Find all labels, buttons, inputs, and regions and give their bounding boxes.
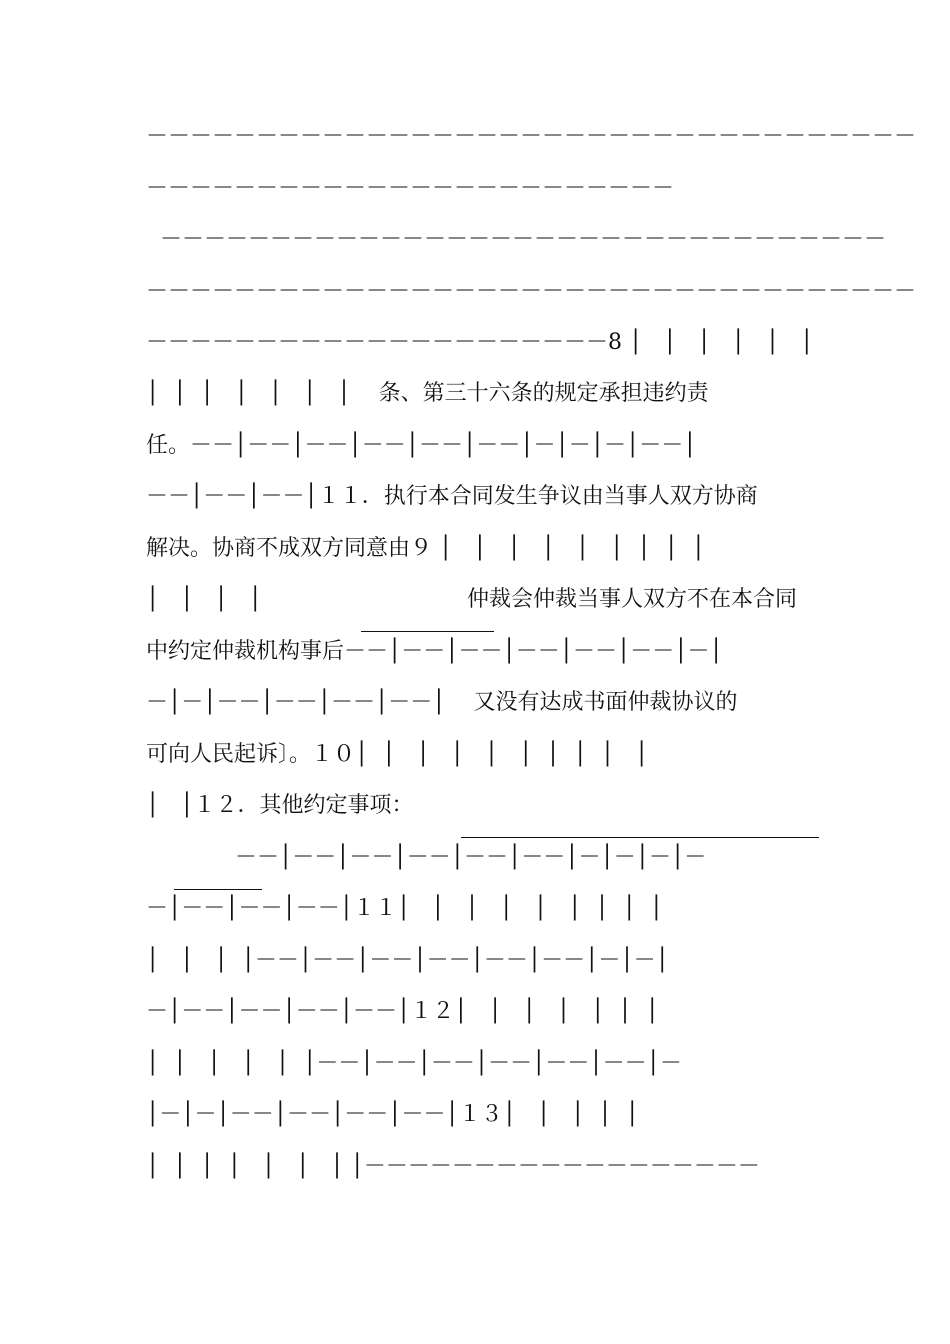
text-line-17: │ │ │ │－－│－－│－－│－－│－－│－－│－│－│ bbox=[146, 948, 669, 973]
text-line-5: －－－－－－－－－－－－－－－－－－－－－8 │ │ │ │ │ │ bbox=[146, 330, 814, 355]
other-terms-fill-line-2 bbox=[174, 888, 262, 890]
text-line-18: －│－－│－－│－－│－－│１２│ │ │ │ │ │ │ bbox=[146, 999, 659, 1024]
text-line-4: －－－－－－－－－－－－－－－－－－－－－－－－－－－－－－－－－－－ bbox=[146, 279, 917, 304]
text-line-10-end: 仲裁会仲裁当事人双方不在本合同 bbox=[467, 587, 798, 612]
text-line-7: 任。－－│－－│－－│－－│－－│－－│－│－│－│－－│ bbox=[146, 433, 697, 458]
text-line-3: －－－－－－－－－－－－－－－－－－－－－－－－－－－－－－－－－ bbox=[146, 227, 886, 252]
text-line-16: －│－－│－－│－－│１１│ │ │ │ │ │ │ │ │ bbox=[146, 896, 664, 921]
text-line-1: －－－－－－－－－－－－－－－－－－－－－－－－－－－－－－－－－－－ bbox=[146, 124, 917, 149]
text-line-19: │ │ │ │ │ │－－│－－│－－│－－│－－│－－│－ bbox=[146, 1051, 682, 1076]
text-line-12: －│－│－－│－－│－－│－－│ 又没有达成书面仲裁协议的 bbox=[146, 690, 738, 715]
text-line-21: │ │ │ │ │ │ │ │－－－－－－－－－－－－－－－－－－ bbox=[146, 1154, 760, 1179]
text-line-10-start: │ │ │ │ bbox=[146, 587, 290, 612]
text-line-8: －－│－－│－－│１１．执行本合同发生争议由当事人双方协商 bbox=[146, 484, 758, 509]
text-line-20: │－│－│－－│－－│－－│－－│１３│ │ │ │ │ bbox=[146, 1102, 639, 1127]
text-line-2: －－－－－－－－－－－－－－－－－－－－－－－－ bbox=[146, 176, 675, 201]
text-line-15: －－│－－│－－│－－│－－│－－│－│－│－│－ bbox=[235, 845, 707, 870]
other-terms-fill-line-1 bbox=[461, 836, 819, 838]
text-line-11: 中约定仲裁机构事后－－│－－│－－│－－│－－│－－│－│ bbox=[146, 639, 723, 664]
text-line-6: │ │ │ │ │ │ │ 条、第三十六条的规定承担违约责 bbox=[146, 381, 709, 406]
text-line-13: 可向人民起诉〕。１０│ │ │ │ │ │ │ │ │ │ bbox=[146, 742, 649, 767]
arbitration-fill-line bbox=[361, 630, 494, 632]
text-line-9: 解决。协商不成双方同意由９ │ │ │ │ │ │ │ │ │ bbox=[146, 536, 706, 561]
text-line-14: │ │１２．其他约定事项： bbox=[146, 793, 414, 818]
